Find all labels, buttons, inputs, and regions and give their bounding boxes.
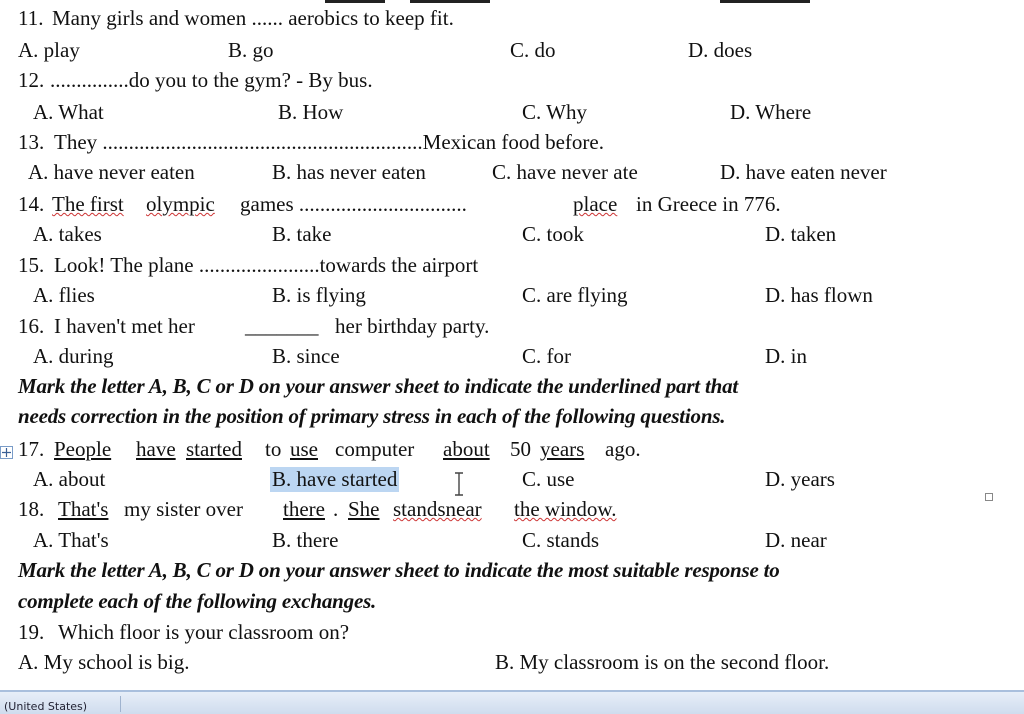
question-stem: I haven't met her	[54, 314, 195, 338]
question-number: 15.	[18, 253, 45, 277]
option-a[interactable]: A. during	[33, 344, 114, 368]
question-12	[0, 68, 1024, 98]
instruction-line	[0, 558, 1024, 588]
option-b[interactable]: B. is flying	[272, 283, 366, 307]
option-c[interactable]: C. for	[522, 344, 571, 368]
instruction-text: Mark the letter A, B, C or D on your answer sheet to indicate the most suitable response to	[18, 558, 780, 582]
question-word: the window.	[514, 497, 617, 521]
question-11	[0, 6, 1024, 36]
options-17	[0, 467, 1024, 497]
question-number: 13.	[18, 130, 45, 154]
instruction-line	[0, 404, 1024, 434]
question-word: computer	[335, 437, 415, 461]
option-d[interactable]: D. Where	[730, 100, 812, 124]
question-13	[0, 130, 1024, 160]
option-a[interactable]: A. have never eaten	[28, 160, 195, 184]
underlined-word: People	[54, 437, 112, 461]
option-a[interactable]: A. That's	[33, 528, 109, 552]
underlined-word: use	[290, 437, 318, 461]
option-b[interactable]: B. since	[272, 344, 340, 368]
option-b[interactable]: B. has never eaten	[272, 160, 426, 184]
question-stem: They .............................................................Mexican food before.	[54, 130, 604, 154]
question-stem: Many girls and women ...... aerobics to keep fit.	[52, 6, 454, 30]
question-number: 11.	[18, 6, 44, 30]
question-word: olympic	[146, 192, 215, 216]
underlined-word: She	[348, 497, 380, 521]
underlined-word: have	[136, 437, 176, 461]
question-19	[0, 620, 1024, 650]
question-word: 50	[510, 437, 531, 461]
question-stem: Look! The plane .......................towards the airport	[54, 253, 479, 277]
instruction-text: needs correction in the position of primary stress in each of the following questions.	[18, 404, 726, 428]
underlined-word: there	[283, 497, 325, 521]
question-14	[0, 192, 1024, 222]
options-14	[0, 222, 1024, 252]
options-18	[0, 528, 1024, 558]
question-word: .	[333, 497, 339, 521]
option-c[interactable]: C. do	[510, 38, 556, 62]
question-number: 19.	[18, 620, 45, 644]
cropped-text-fragment	[410, 0, 490, 3]
instruction-line	[0, 589, 1024, 619]
question-number: 16.	[18, 314, 45, 338]
question-17	[0, 437, 1024, 467]
instruction-text: complete each of the following exchanges.	[18, 589, 377, 613]
question-number: 17.	[18, 437, 45, 461]
option-a[interactable]: A. play	[18, 38, 80, 62]
underlined-word: That's	[58, 497, 109, 521]
option-d[interactable]: D. years	[765, 467, 835, 491]
option-a[interactable]: A. My school is big.	[18, 650, 190, 674]
option-b[interactable]: B. How	[278, 100, 344, 124]
options-19	[0, 650, 1024, 680]
underlined-word: about	[443, 437, 490, 461]
question-word: place	[573, 192, 618, 216]
underlined-word: standsnear	[393, 497, 482, 521]
question-15	[0, 253, 1024, 283]
option-a[interactable]: A. about	[33, 467, 106, 491]
question-word: in Greece in 776.	[636, 192, 781, 216]
option-c[interactable]: C. use	[522, 467, 575, 491]
options-16	[0, 344, 1024, 374]
option-a[interactable]: A. takes	[33, 222, 102, 246]
option-d[interactable]: D. has flown	[765, 283, 873, 307]
status-bar	[0, 690, 1024, 714]
question-word: ago.	[605, 437, 641, 461]
option-c[interactable]: C. have never ate	[492, 160, 638, 184]
option-c[interactable]: C. stands	[522, 528, 600, 552]
question-word: my sister over	[124, 497, 243, 521]
option-d[interactable]: D. in	[765, 344, 807, 368]
option-d[interactable]: D. does	[688, 38, 753, 62]
options-12	[0, 100, 1024, 130]
language-indicator[interactable]: (United States)	[4, 700, 88, 713]
options-11	[0, 38, 1024, 68]
underlined-word: years	[540, 437, 585, 461]
question-word: The first	[52, 192, 124, 216]
question-stem: Which floor is your classroom on?	[58, 620, 350, 644]
option-b[interactable]: B. take	[272, 222, 332, 246]
cropped-text-fragment	[720, 0, 810, 3]
question-16	[0, 314, 1024, 344]
question-number: 14.	[18, 192, 45, 216]
option-a[interactable]: A. What	[33, 100, 104, 124]
status-separator	[120, 696, 121, 712]
option-c[interactable]: C. took	[522, 222, 584, 246]
option-b-selected[interactable]: B. have started	[272, 467, 398, 491]
question-word: games ................................	[240, 192, 467, 216]
option-b[interactable]: B. there	[272, 528, 339, 552]
options-15	[0, 283, 1024, 313]
options-13	[0, 160, 1024, 190]
option-d[interactable]: D. taken	[765, 222, 837, 246]
question-word: to	[265, 437, 282, 461]
question-18	[0, 497, 1024, 527]
i-beam-cursor-icon	[452, 471, 466, 497]
question-stem-end: her birthday party.	[335, 314, 490, 338]
option-b[interactable]: B. My classroom is on the second floor.	[495, 650, 830, 674]
question-number: 12.	[18, 68, 45, 92]
option-a[interactable]: A. flies	[33, 283, 95, 307]
cropped-text-fragment	[325, 0, 385, 3]
instruction-line	[0, 374, 1024, 404]
instruction-text: Mark the letter A, B, C or D on your answer sheet to indicate the underlined part that	[18, 374, 739, 398]
option-b[interactable]: B. go	[228, 38, 274, 62]
underlined-word: started	[186, 437, 242, 461]
option-d[interactable]: D. have eaten never	[720, 160, 887, 184]
question-stem: ...............do you to the gym? - By bus.	[50, 68, 373, 92]
blank: _______	[245, 314, 319, 338]
question-number: 18.	[18, 497, 45, 521]
option-c[interactable]: C. Why	[522, 100, 587, 124]
option-d[interactable]: D. near	[765, 528, 827, 552]
option-c[interactable]: C. are flying	[522, 283, 628, 307]
